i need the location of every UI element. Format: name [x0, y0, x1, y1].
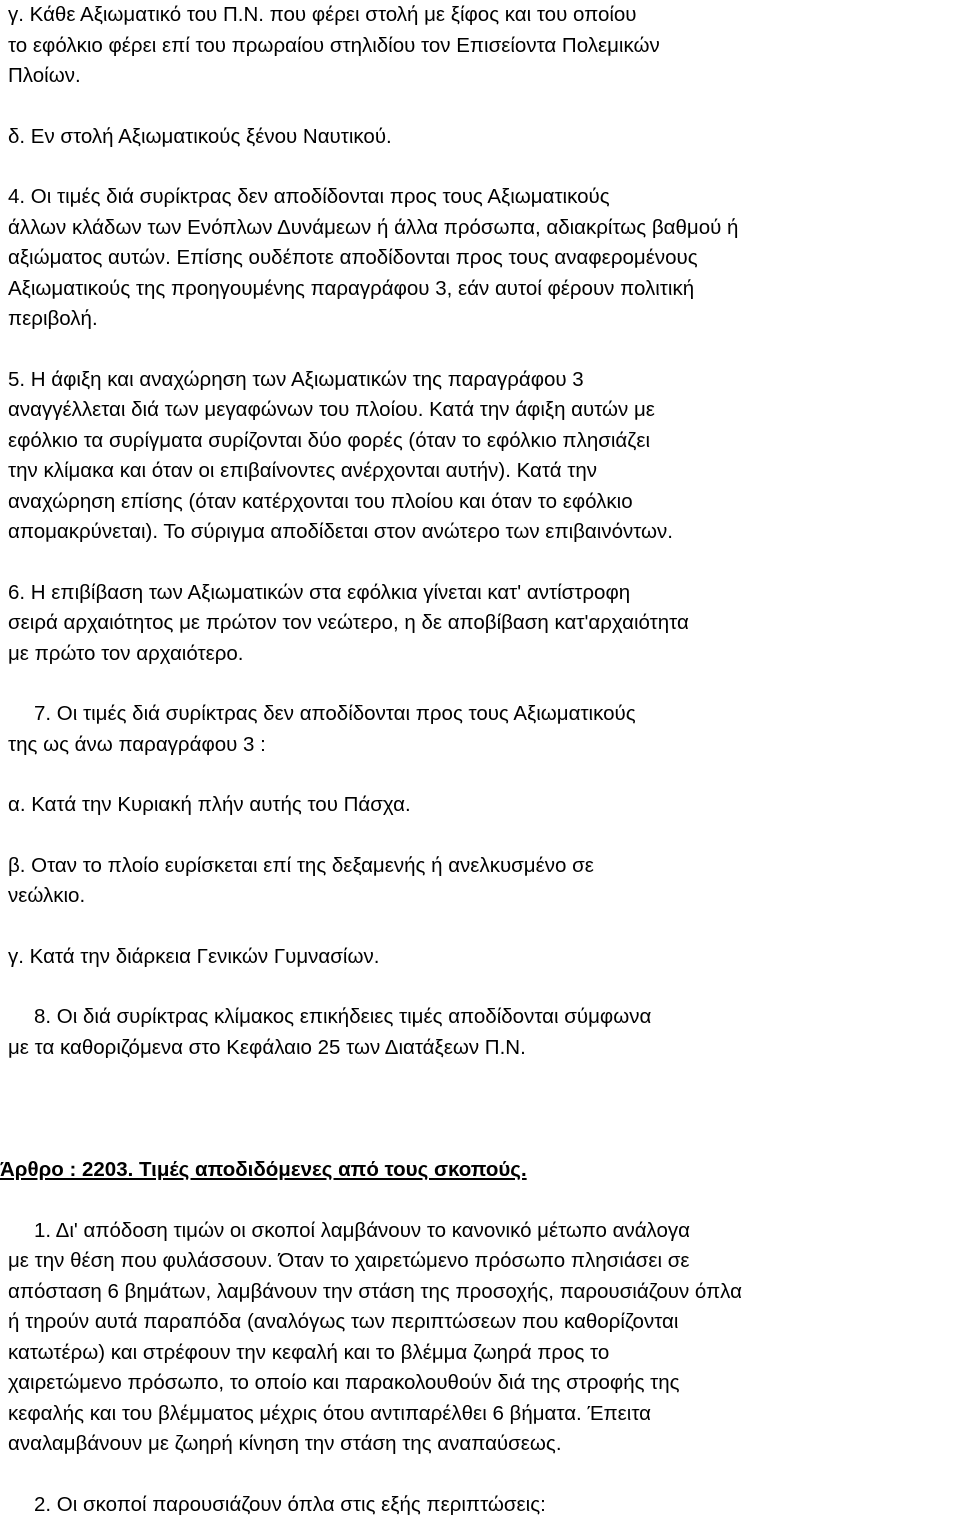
text-line: με τα καθοριζόμενα στο Κεφάλαιο 25 των Διατάξεων Π.Ν.: [8, 1033, 956, 1064]
text-line: α. Κατά την Κυριακή πλήν αυτής του Πάσχα.: [8, 790, 956, 821]
paragraph-8: [8, 1002, 956, 1063]
text-line: αναχώρηση επίσης (όταν κατέρχονται του πλοίου και όταν το εφόλκιο: [8, 487, 956, 518]
text-line: 7. Οι τιμές διά συρίκτρας δεν αποδίδονται προς τους Αξιωματικούς: [34, 699, 956, 730]
paragraph-5: [8, 365, 956, 548]
article-heading: Άρθρο : 2203. Τιμές αποδιδόμενες από τους σκοπούς.: [0, 1155, 956, 1186]
text-line: 6. Η επιβίβαση των Αξιωματικών στα εφόλκια γίνεται κατ' αντίστροφη: [8, 578, 956, 609]
text-line: β. Οταν το πλοίο ευρίσκεται επί της δεξαμενής ή ανελκυσμένο σε: [8, 851, 956, 882]
text-line: εφόλκιο τα συρίγματα συρίζονται δύο φορές (όταν το εφόλκιο πλησιάζει: [8, 426, 956, 457]
text-line: 5. Η άφιξη και αναχώρηση των Αξιωματικών της παραγράφου 3: [8, 365, 956, 396]
text-line: 1. Δι' απόδοση τιμών οι σκοποί λαμβάνουν το κανονικό μέτωπο ανάλογα: [34, 1216, 956, 1247]
paragraph-7: [8, 699, 956, 760]
text-line: της ως άνω παραγράφου 3 :: [8, 730, 956, 761]
text-line: αναλαμβάνουν με ζωηρή κίνηση την στάση της αναπαύσεως.: [8, 1429, 956, 1460]
text-line: νεώλκιο.: [8, 881, 956, 912]
text-line: την κλίμακα και όταν οι επιβαίνοντες ανέρχονται αυτήν). Κατά την: [8, 456, 956, 487]
text-line: άλλων κλάδων των Ενόπλων Δυνάμεων ή άλλα πρόσωπα, αδιακρίτως βαθμού ή: [8, 213, 956, 244]
text-line: Αξιωματικούς της προηγουμένης παραγράφου 3, εάν αυτοί φέρουν πολιτική: [8, 274, 956, 305]
text-line: Πλοίων.: [8, 61, 956, 92]
document-page: [8, 0, 956, 1520]
text-line: 2. Οι σκοποί παρουσιάζουν όπλα στις εξής περιπτώσεις:: [34, 1490, 956, 1520]
text-line: περιβολή.: [8, 304, 956, 335]
article-paragraph-1: [8, 1216, 956, 1460]
text-line: με πρώτο τον αρχαιότερο.: [8, 639, 956, 670]
text-line: αξιώματος αυτών. Επίσης ουδέποτε αποδίδονται προς τους αναφερομένους: [8, 243, 956, 274]
text-line: με την θέση που φυλάσσουν. Όταν το χαιρετώμενο πρόσωπο πλησιάσει σε: [8, 1246, 956, 1277]
text-line: κατωτέρω) και στρέφουν την κεφαλή και το βλέμμα ζωηρά προς το: [8, 1338, 956, 1369]
text-line: ή τηρούν αυτά παραπόδα (αναλόγως των περιπτώσεων που καθορίζονται: [8, 1307, 956, 1338]
paragraph-gamma-1: [8, 0, 956, 92]
paragraph-alpha: [8, 790, 956, 821]
text-line: 8. Οι διά συρίκτρας κλίμακος επικήδειες τιμές αποδίδονται σύμφωνα: [34, 1002, 956, 1033]
paragraph-4: [8, 182, 956, 335]
text-line: γ. Κατά την διάρκεια Γενικών Γυμνασίων.: [8, 942, 956, 973]
paragraph-beta: [8, 851, 956, 912]
paragraph-6: [8, 578, 956, 670]
text-line: γ. Κάθε Αξιωματικό του Π.Ν. που φέρει στολή με ξίφος και του οποίου: [8, 0, 956, 31]
paragraph-delta: [8, 122, 956, 153]
text-line: κεφαλής και του βλέμματος μέχρις ότου αντιπαρέλθει 6 βήματα. Έπειτα: [8, 1399, 956, 1430]
text-line: χαιρετώμενο πρόσωπο, το οποίο και παρακολουθούν διά της στροφής της: [8, 1368, 956, 1399]
text-line: σειρά αρχαιότητος με πρώτον τον νεώτερο, η δε αποβίβαση κατ'αρχαιότητα: [8, 608, 956, 639]
text-line: αναγγέλλεται διά των μεγαφώνων του πλοίου. Κατά την άφιξη αυτών με: [8, 395, 956, 426]
text-line: 4. Οι τιμές διά συρίκτρας δεν αποδίδονται προς τους Αξιωματικούς: [8, 182, 956, 213]
paragraph-gamma-2: [8, 942, 956, 973]
text-line: απόσταση 6 βημάτων, λαμβάνουν την στάση της προσοχής, παρουσιάζουν όπλα: [8, 1277, 956, 1308]
text-line: δ. Εν στολή Αξιωματικούς ξένου Ναυτικού.: [8, 122, 956, 153]
text-line: απομακρύνεται). Το σύριγμα αποδίδεται στον ανώτερο των επιβαινόντων.: [8, 517, 956, 548]
text-line: το εφόλκιο φέρει επί του πρωραίου στηλιδίου τον Επισείοντα Πολεμικών: [8, 31, 956, 62]
